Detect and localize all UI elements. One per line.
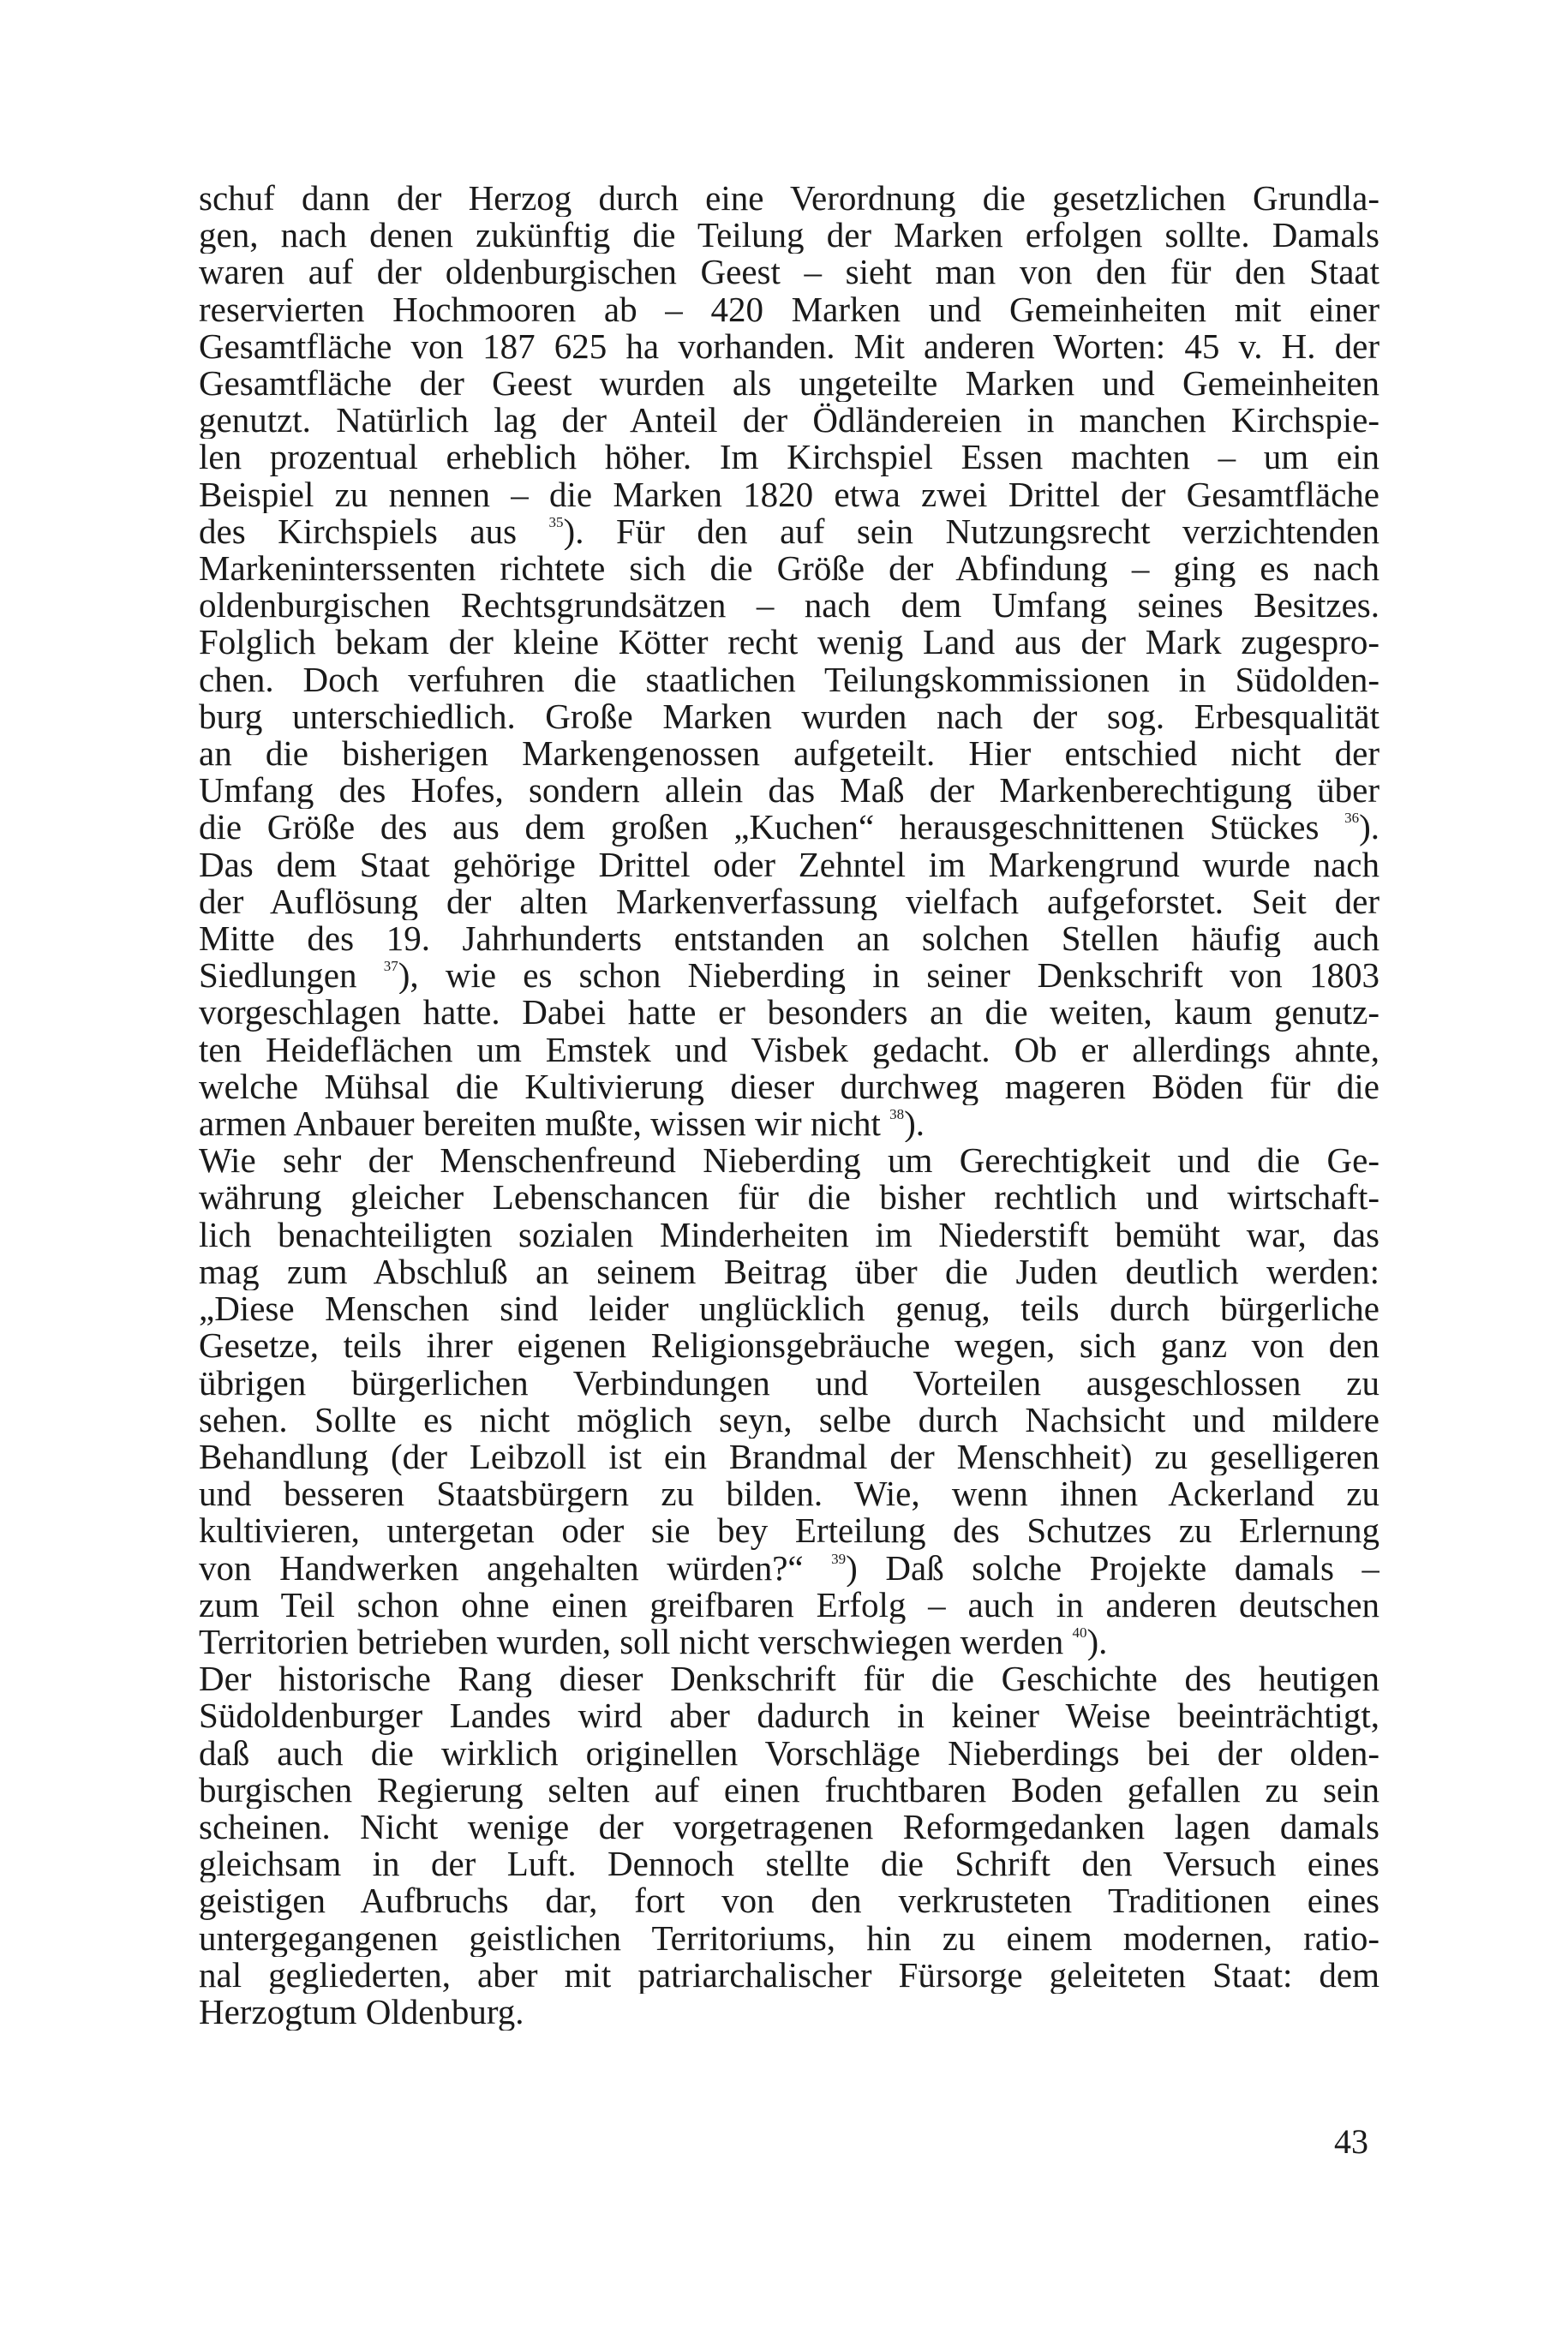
text-line: lich benachteiligten sozialen Minderheiten im Niederstift bemüht war, das (199, 1216, 1379, 1253)
text-line: kultivieren, untergetan oder sie bey Erteilung des Schutzes zu Erlernung (199, 1512, 1379, 1550)
text-line: oldenburgischen Rechtsgrundsätzen – nach dem Umfang seines Besitzes. (199, 587, 1379, 625)
text-line: scheinen. Nicht wenige der vorgetragenen Reformgedanken lagen damals (199, 1808, 1379, 1846)
text-line: len prozentual erheblich höher. Im Kirchspiel Essen machten – um ein (199, 439, 1379, 476)
text-line: von Handwerken angehalten würden?“ $^{39}$) Daß solche Projekte damals – (199, 1549, 1379, 1587)
text-line: währung gleicher Lebenschancen für die bisher rechtlich und wirtschaft- (199, 1179, 1379, 1217)
text-line: gleichsam in der Luft. Dennoch stellte die Schrift den Versuch eines (199, 1845, 1379, 1883)
text-line: Beispiel zu nennen – die Marken 1820 etwa zwei Drittel der Gesamtfläche (199, 476, 1379, 513)
text-line: schuf dann der Herzog durch eine Verordnung die gesetzlichen Grundla- (199, 180, 1379, 218)
page-body (199, 180, 1379, 2031)
text-line: Folglich bekam der kleine Kötter recht wenig Land aus der Mark zugespro- (199, 624, 1379, 661)
text-line: und besseren Staatsbürgern zu bilden. Wie, wenn ihnen Ackerland zu (199, 1475, 1379, 1513)
text-line: übrigen bürgerlichen Verbindungen und Vorteilen ausgeschlossen zu (199, 1364, 1379, 1402)
text-line: reservierten Hochmooren ab – 420 Marken und Gemeinheiten mit einer (199, 290, 1379, 328)
text-line: Südoldenburger Landes wird aber dadurch in keiner Weise beeinträchtigt, (199, 1697, 1379, 1735)
page-number: 43 (1334, 2122, 1368, 2161)
text-line: Gesamtfläche der Geest wurden als ungeteilte Marken und Gemeinheiten (199, 365, 1379, 403)
text-line: Der historische Rang dieser Denkschrift für die Geschichte des heutigen (199, 1660, 1379, 1698)
text-line: Siedlungen $^{37}$), wie es schon Nieberding in seiner Denkschrift von 1803 (199, 957, 1379, 995)
text-line: burgischen Regierung selten auf einen fruchtbaren Boden gefallen zu sein (199, 1771, 1379, 1809)
text-line: burg unterschiedlich. Große Marken wurden nach der sog. Erbesqualität (199, 697, 1379, 736)
text-line: Gesetze, teils ihrer eigenen Religionsgebräuche wegen, sich ganz von den (199, 1327, 1379, 1365)
text-line: an die bisherigen Markengenossen aufgeteilt. Hier entschied nicht der (199, 735, 1379, 773)
text-line: ten Heideflächen um Emstek und Visbek gedacht. Ob er allerdings ahnte, (199, 1031, 1379, 1068)
text-line: des Kirchspiels aus $^{35}$). Für den auf sein Nutzungsrecht verzichtenden (199, 512, 1379, 551)
footnote-marker: 35 (548, 513, 564, 530)
footnote-marker: 39 (831, 1550, 847, 1567)
paragraph-3 (199, 1660, 1379, 2031)
text-line: Wie sehr der Menschenfreund Nieberding um Gerechtigkeit und die Ge- (199, 1142, 1379, 1180)
text-line: der Auflösung der alten Markenverfassung vielfach aufgeforstet. Seit der (199, 882, 1379, 921)
text-line: daß auch die wirklich originellen Vorschläge Nieberdings bei der olden- (199, 1734, 1379, 1772)
text-line: chen. Doch verfuhren die staatlichen Teilungskommissionen in Südolden- (199, 661, 1379, 698)
footnote-marker: 40 (1072, 1624, 1087, 1641)
paragraph-1 (199, 180, 1379, 1142)
text-line: Behandlung (der Leibzoll ist ein Brandmal der Menschheit) zu geselligeren (199, 1438, 1379, 1476)
text-line: untergegangenen geistlichen Territoriums, hin zu einem modernen, ratio- (199, 1919, 1379, 1957)
text-line: vorgeschlagen hatte. Dabei hatte er besonders an die weiten, kaum genutz- (199, 994, 1379, 1032)
text-line: welche Mühsal die Kultivierung dieser durchweg mageren Böden für die (199, 1068, 1379, 1106)
paragraph-2 (199, 1142, 1379, 1660)
text-line: genutzt. Natürlich lag der Anteil der Ödländereien in manchen Kirchspie- (199, 402, 1379, 440)
text-line: armen Anbauer bereiten mußte, wissen wir nicht $^{38}$). (199, 1105, 925, 1143)
text-line: Territorien betrieben wurden, soll nicht verschwiegen werden $^{40}$). (199, 1623, 1108, 1661)
text-line: gen, nach denen zukünftig die Teilung der Marken erfolgen sollte. Damals (199, 217, 1379, 254)
text-line: mag zum Abschluß an seinem Beitrag über die Juden deutlich werden: (199, 1253, 1379, 1291)
text-line: nal gegliederten, aber mit patriarchalischer Fürsorge geleiteten Staat: dem (199, 1956, 1379, 1994)
text-line: „Diese Menschen sind leider unglücklich genug, teils durch bürgerliche (199, 1290, 1379, 1328)
footnote-marker: 36 (1344, 810, 1360, 827)
footnote-marker: 37 (383, 958, 398, 975)
footnote-marker: 38 (889, 1106, 905, 1123)
text-line: die Größe des aus dem großen „Kuchen“ herausgeschnittenen Stückes $^{36}$). (199, 809, 1379, 846)
text-line: Mitte des 19. Jahrhunderts entstanden an solchen Stellen häufig auch (199, 920, 1379, 958)
text-line: Herzogtum Oldenburg. (199, 1993, 524, 2031)
text-line: zum Teil schon ohne einen greifbaren Erfolg – auch in anderen deutschen (199, 1586, 1379, 1624)
text-line: Umfang des Hofes, sondern allein das Maß der Markenberechtigung über (199, 772, 1379, 810)
text-line: Gesamtfläche von 187 625 ha vorhanden. Mit anderen Worten: 45 v. H. der (199, 327, 1379, 366)
text-line: geistigen Aufbruchs dar, fort von den verkrusteten Traditionen eines (199, 1882, 1379, 1920)
text-line: waren auf der oldenburgischen Geest – sieht man von den für den Staat (199, 254, 1379, 291)
text-line: Das dem Staat gehörige Drittel oder Zehntel im Markengrund wurde nach (199, 846, 1379, 883)
text-line: Markeninterssenten richtete sich die Größe der Abfindung – ging es nach (199, 550, 1379, 588)
text-line: sehen. Sollte es nicht möglich seyn, selbe durch Nachsicht und mildere (199, 1401, 1379, 1439)
